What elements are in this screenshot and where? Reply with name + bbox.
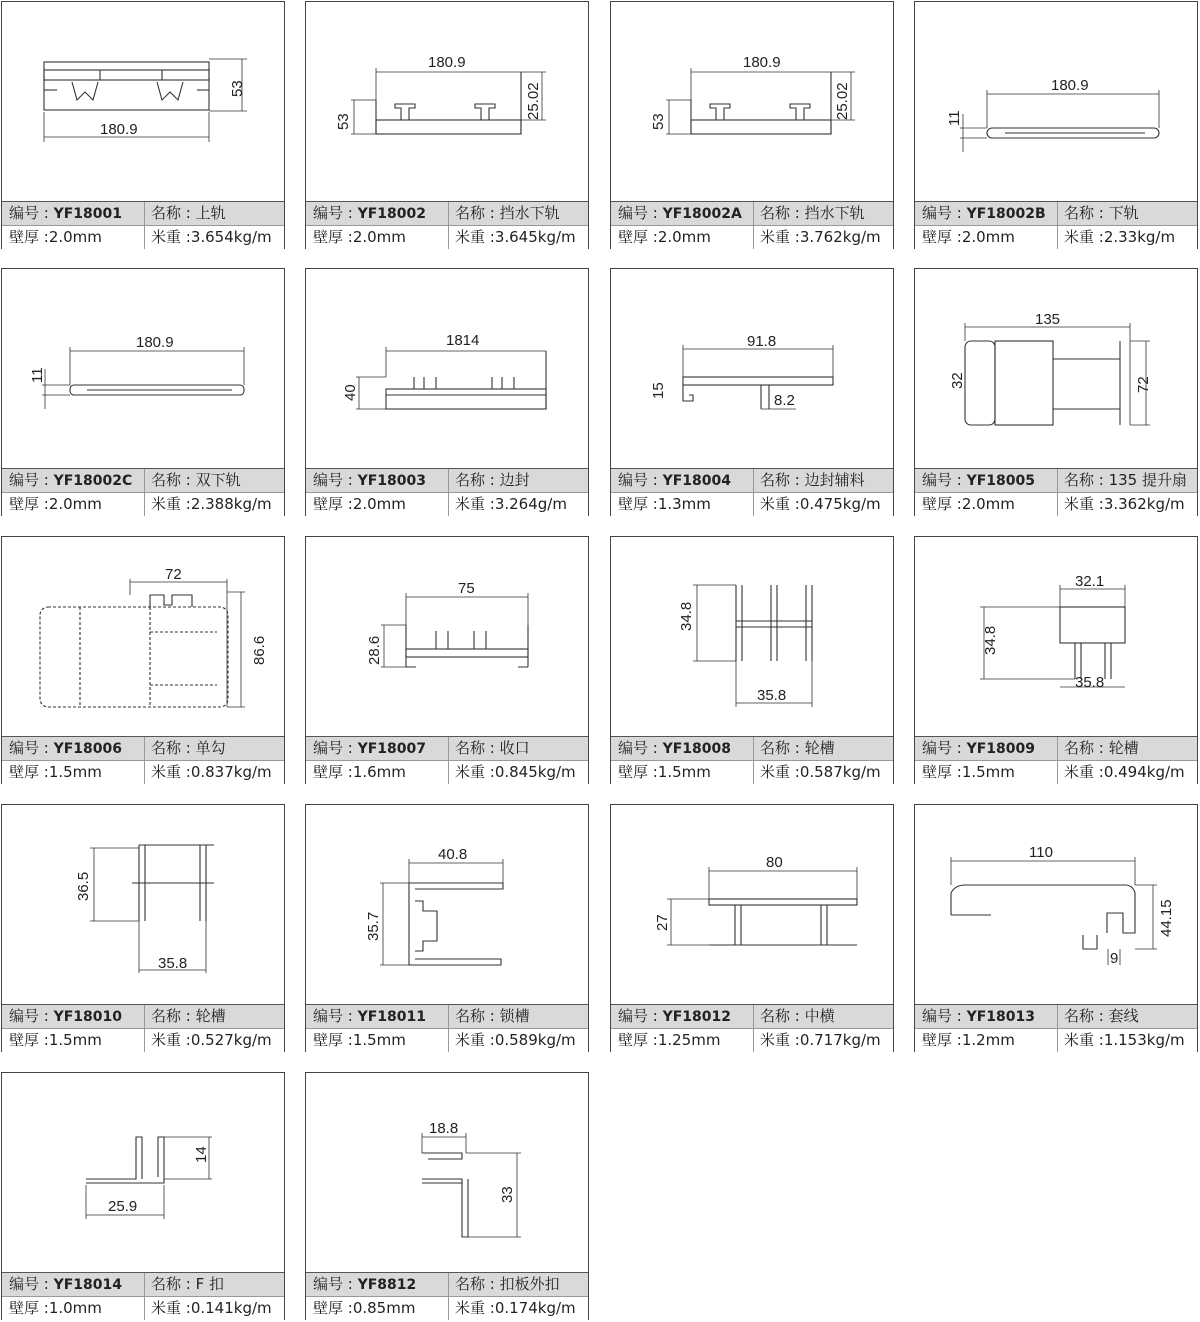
thickness-label: 壁厚 : [9,1299,49,1317]
product-card [305,1072,589,1320]
product-name: 挡水下轨 [499,204,560,222]
thickness-label: 壁厚 : [618,228,658,246]
name-label: 名称 : [760,1007,805,1025]
code-label: 编号 : [922,739,967,757]
dimension-label: 180.9 [136,334,174,351]
dimension-label: 35.8 [158,955,188,972]
name-label: 名称 : [1064,471,1109,489]
meter-weight: 0.494kg/m [1103,763,1185,781]
meter-weight: 0.589kg/m [494,1031,576,1049]
dimension-label: 40 [342,384,359,401]
dimension-label: 35.7 [365,911,382,941]
code-label: 编号 : [313,739,358,757]
product-name: 锁槽 [499,1007,530,1025]
dimension-label: 80 [766,854,783,871]
dimension-label: 53 [335,113,352,130]
product-code: YF18002B [966,206,1046,222]
dimension-label: 8.2 [774,392,795,409]
code-label: 编号 : [618,204,663,222]
dimension-label: 11 [946,110,963,126]
dimension-label: 34.8 [982,625,999,655]
product-name: 收口 [499,739,530,757]
profile-drawing [306,537,588,735]
meter-weight: 3.645kg/m [494,228,576,246]
weight-label: 米重 : [760,228,800,246]
weight-label: 米重 : [455,495,495,513]
product-card [1,536,285,784]
profile-drawing [2,269,284,467]
product-card [914,268,1198,516]
dimension-label: 110 [1029,844,1053,861]
product-code: YF18005 [966,473,1036,489]
product-code: YF18002A [662,206,742,222]
dimension-label: 34.8 [678,601,695,631]
thickness-label: 壁厚 : [313,1299,353,1317]
product-card [610,268,894,516]
dimension-label: 28.6 [366,635,383,665]
meter-weight: 0.475kg/m [799,495,881,513]
name-label: 名称 : [151,739,196,757]
thickness-label: 壁厚 : [313,228,353,246]
product-card [1,1,285,249]
name-label: 名称 : [151,1275,196,1293]
dimension-label: 40.8 [438,846,468,863]
wall-thickness: 1.5mm [48,1031,102,1049]
product-name: 套线 [1108,1007,1139,1025]
code-label: 编号 : [9,1007,54,1025]
thickness-label: 壁厚 : [922,228,962,246]
weight-label: 米重 : [760,495,800,513]
code-label: 编号 : [618,1007,663,1025]
profile-drawing [306,1073,588,1271]
meter-weight: 3.362kg/m [1103,495,1185,513]
wall-thickness: 2.0mm [961,495,1015,513]
product-code: YF8812 [357,1277,417,1293]
dimension-label: 9 [1110,950,1119,967]
product-code: YF18002C [53,473,133,489]
dimension-label: 53 [229,80,246,97]
code-label: 编号 : [313,471,358,489]
product-code: YF18008 [662,741,732,757]
meter-weight: 2.33kg/m [1103,228,1176,246]
weight-label: 米重 : [151,763,191,781]
product-name: 扣板外扣 [499,1275,560,1293]
code-label: 编号 : [313,1007,358,1025]
dimension-label: 25.9 [108,1198,138,1215]
wall-thickness: 1.5mm [48,763,102,781]
product-code: YF18009 [966,741,1036,757]
name-label: 名称 : [151,204,196,222]
profile-drawing [306,2,588,200]
product-name: 双下轨 [195,471,241,489]
wall-thickness: 2.0mm [657,228,711,246]
weight-label: 米重 : [455,763,495,781]
dimension-label: 72 [1135,376,1152,393]
meter-weight: 0.174kg/m [494,1299,576,1317]
name-label: 名称 : [151,471,196,489]
weight-label: 米重 : [151,495,191,513]
wall-thickness: 1.2mm [961,1031,1015,1049]
product-code: YF18004 [662,473,732,489]
dimension-label: 1814 [446,332,480,349]
product-name: 中横 [804,1007,835,1025]
code-label: 编号 : [618,471,663,489]
wall-thickness: 2.0mm [352,228,406,246]
product-card [305,268,589,516]
product-card [1,1072,285,1320]
product-card [305,536,589,784]
name-label: 名称 : [151,1007,196,1025]
product-card [610,804,894,1052]
name-label: 名称 : [455,204,500,222]
weight-label: 米重 : [760,1031,800,1049]
wall-thickness: 1.0mm [48,1299,102,1317]
code-label: 编号 : [313,204,358,222]
profile-drawing [2,537,284,735]
wall-thickness: 2.0mm [48,495,102,513]
name-label: 名称 : [760,204,805,222]
thickness-label: 壁厚 : [9,763,49,781]
product-code: YF18006 [53,741,123,757]
dimension-label: 180.9 [100,121,138,138]
weight-label: 米重 : [1064,763,1104,781]
profile-drawing [2,2,284,200]
code-label: 编号 : [9,739,54,757]
product-card [914,804,1198,1052]
name-label: 名称 : [760,471,805,489]
dimension-label: 32 [949,372,966,389]
name-label: 名称 : [455,1007,500,1025]
product-code: YF18011 [357,1009,427,1025]
profile-drawing [306,269,588,467]
dimension-label: 15 [650,382,667,399]
weight-label: 米重 : [455,1299,495,1317]
product-name: 边封辅料 [804,471,865,489]
thickness-label: 壁厚 : [618,495,658,513]
dimension-label: 25.02 [525,82,542,120]
dimension-label: 35.8 [757,687,787,704]
meter-weight: 0.717kg/m [799,1031,881,1049]
dimension-label: 11 [29,367,46,383]
thickness-label: 壁厚 : [922,495,962,513]
product-card [1,804,285,1052]
profile-drawing [306,805,588,1003]
meter-weight: 0.587kg/m [799,763,881,781]
weight-label: 米重 : [455,1031,495,1049]
thickness-label: 壁厚 : [9,495,49,513]
thickness-label: 壁厚 : [313,763,353,781]
weight-label: 米重 : [1064,228,1104,246]
code-label: 编号 : [9,471,54,489]
product-card [914,1,1198,249]
name-label: 名称 : [1064,1007,1109,1025]
product-name: 单勾 [195,739,226,757]
dimension-label: 14 [193,1146,210,1163]
code-label: 编号 : [9,1275,54,1293]
dimension-label: 53 [650,113,667,130]
code-label: 编号 : [9,204,54,222]
meter-weight: 3.762kg/m [799,228,881,246]
product-name: 轮槽 [195,1007,226,1025]
weight-label: 米重 : [151,1299,191,1317]
profile-drawing [611,537,893,735]
profile-drawing [915,2,1197,200]
dimension-label: 86.6 [251,635,268,665]
weight-label: 米重 : [151,228,191,246]
weight-label: 米重 : [151,1031,191,1049]
wall-thickness: 1.5mm [657,763,711,781]
dimension-label: 27 [654,914,671,931]
code-label: 编号 : [618,739,663,757]
dimension-label: 135 [1035,311,1061,328]
meter-weight: 0.837kg/m [190,763,272,781]
code-label: 编号 : [922,471,967,489]
product-name: 轮槽 [1108,739,1139,757]
product-name: 挡水下轨 [804,204,865,222]
wall-thickness: 0.85mm [352,1299,416,1317]
name-label: 名称 : [455,471,500,489]
dimension-label: 180.9 [428,54,466,71]
dimension-label: 32.1 [1075,573,1105,590]
product-card [1,268,285,516]
product-code: YF18010 [53,1009,123,1025]
thickness-label: 壁厚 : [9,1031,49,1049]
product-name: 边封 [499,471,530,489]
wall-thickness: 1.5mm [961,763,1015,781]
meter-weight: 0.527kg/m [190,1031,272,1049]
profile-drawing [611,805,893,1003]
dimension-label: 35.8 [1075,674,1105,691]
wall-thickness: 2.0mm [352,495,406,513]
product-code: YF18001 [53,206,123,222]
product-card [305,1,589,249]
product-code: YF18003 [357,473,427,489]
product-card [305,804,589,1052]
wall-thickness: 2.0mm [961,228,1015,246]
weight-label: 米重 : [1064,1031,1104,1049]
code-label: 编号 : [922,1007,967,1025]
meter-weight: 2.388kg/m [190,495,272,513]
profile-drawing [915,269,1197,467]
dimension-label: 25.02 [834,82,851,120]
thickness-label: 壁厚 : [618,1031,658,1049]
product-card [610,1,894,249]
product-code: YF18013 [966,1009,1036,1025]
thickness-label: 壁厚 : [9,228,49,246]
weight-label: 米重 : [1064,495,1104,513]
weight-label: 米重 : [455,228,495,246]
dimension-label: 36.5 [75,871,92,901]
dimension-label: 180.9 [1051,77,1089,94]
dimension-label: 44.15 [1158,899,1175,937]
product-card [610,536,894,784]
profile-drawing [915,805,1197,1003]
meter-weight: 0.845kg/m [494,763,576,781]
dimension-label: 75 [458,580,475,597]
wall-thickness: 1.25mm [657,1031,721,1049]
profile-drawing [2,1073,284,1271]
dimension-label: 180.9 [743,54,781,71]
product-name: 135 提升扇 [1108,471,1187,489]
product-name: F 扣 [195,1275,224,1293]
profile-drawing [915,537,1197,735]
wall-thickness: 1.6mm [352,763,406,781]
name-label: 名称 : [1064,739,1109,757]
meter-weight: 3.264g/m [494,495,567,513]
product-code: YF18012 [662,1009,732,1025]
meter-weight: 3.654kg/m [190,228,272,246]
profile-drawing [2,805,284,1003]
product-name: 轮槽 [804,739,835,757]
product-code: YF18007 [357,741,427,757]
meter-weight: 0.141kg/m [190,1299,272,1317]
product-card [914,536,1198,784]
product-name: 下轨 [1108,204,1139,222]
profile-drawing [611,269,893,467]
name-label: 名称 : [455,739,500,757]
weight-label: 米重 : [760,763,800,781]
thickness-label: 壁厚 : [618,763,658,781]
dimension-label: 72 [165,566,182,583]
code-label: 编号 : [922,204,967,222]
thickness-label: 壁厚 : [313,1031,353,1049]
wall-thickness: 2.0mm [48,228,102,246]
product-code: YF18014 [53,1277,123,1293]
dimension-label: 91.8 [747,333,777,350]
wall-thickness: 1.3mm [657,495,711,513]
thickness-label: 壁厚 : [313,495,353,513]
dimension-label: 18.8 [429,1120,459,1137]
thickness-label: 壁厚 : [922,763,962,781]
name-label: 名称 : [455,1275,500,1293]
wall-thickness: 1.5mm [352,1031,406,1049]
product-code: YF18002 [357,206,427,222]
dimension-label: 33 [499,1186,516,1203]
profile-drawing [611,2,893,200]
name-label: 名称 : [1064,204,1109,222]
product-name: 上轨 [195,204,226,222]
meter-weight: 1.153kg/m [1103,1031,1185,1049]
thickness-label: 壁厚 : [922,1031,962,1049]
name-label: 名称 : [760,739,805,757]
code-label: 编号 : [313,1275,358,1293]
